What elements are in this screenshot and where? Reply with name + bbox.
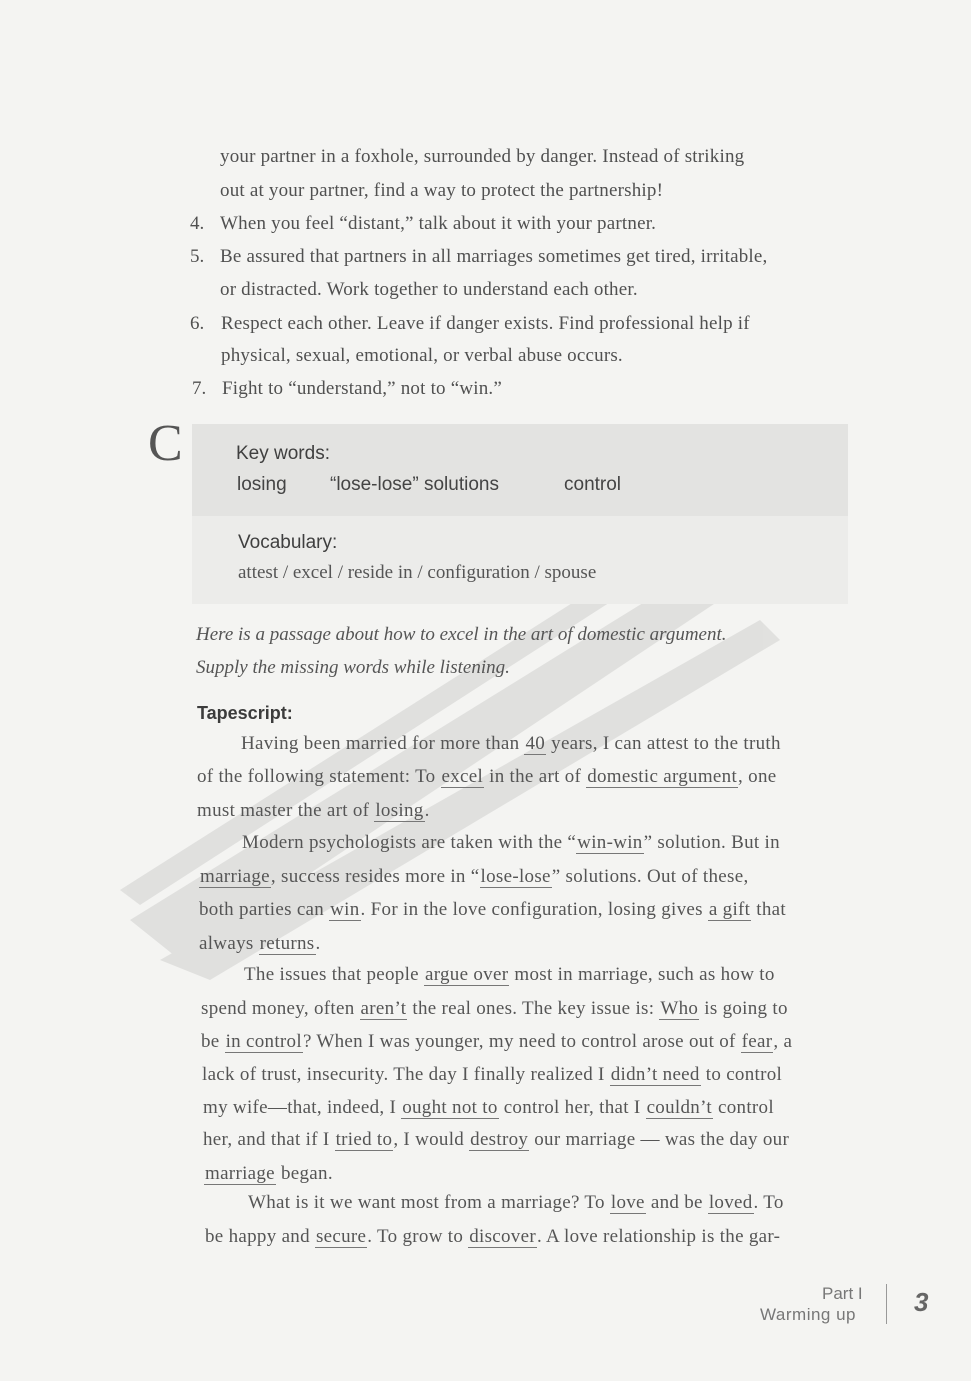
page-number: 3	[914, 1287, 929, 1317]
tapescript-text: the real ones. The key issue is:	[407, 998, 660, 1019]
tapescript-text: ? When I was younger, my need to control arose out of	[302, 1031, 741, 1052]
filled-blank: aren’t	[360, 998, 407, 1019]
footer-part: Part I	[822, 1284, 863, 1303]
tapescript-text: . For in the love configuration, losing gives	[360, 899, 708, 920]
key-word: losing	[237, 474, 287, 495]
list-item-7: Fight to “understand,” not to “win.”	[222, 378, 503, 399]
filled-blank: win	[330, 899, 360, 920]
filled-blank: fear	[741, 1031, 773, 1052]
filled-blank: a gift	[708, 899, 751, 920]
tapescript-text: control	[712, 1097, 774, 1118]
instruction-line2: Supply the missing words while listening.	[196, 657, 510, 678]
tapescript-line	[197, 800, 430, 822]
tapescript-text: , a	[773, 1031, 793, 1052]
vocabulary-label: Vocabulary:	[238, 532, 338, 553]
filled-blank: love	[610, 1192, 645, 1213]
tapescript-text: .	[424, 800, 430, 821]
tapescript-text: Modern psychologists are taken with the “	[242, 832, 577, 853]
tapescript-text: spend money, often	[201, 998, 360, 1019]
filled-blank: Who	[660, 998, 699, 1019]
list-number: 7.	[192, 378, 207, 399]
filled-blank: marriage	[200, 866, 270, 887]
tapescript-line	[199, 933, 321, 955]
tapescript-text: Having been married for more than	[241, 733, 525, 754]
tapescript-line	[201, 1031, 792, 1053]
tapescript-text: control her, that I	[498, 1097, 646, 1118]
vocabulary-list: attest / excel / reside in / configuration / spouse	[238, 562, 597, 583]
key-word: control	[564, 474, 622, 495]
tapescript-text: . To	[753, 1192, 784, 1213]
list-item-4: When you feel “distant,” talk about it with your partner.	[220, 213, 657, 234]
tapescript-text: , one	[738, 766, 777, 787]
tapescript-text: that	[751, 899, 786, 920]
list-continuation-line1: your partner in a foxhole, surrounded by danger. Instead of striking	[220, 146, 745, 167]
tapescript-line	[205, 1226, 780, 1248]
tapescript-text: be	[201, 1031, 225, 1052]
key-word: “lose-lose” solutions	[330, 474, 499, 495]
tapescript-text: must master the art of	[197, 800, 375, 821]
list-item-5-line2: or distracted. Work together to understand each other.	[220, 279, 638, 300]
tapescript-line	[241, 733, 781, 755]
filled-blank: couldn’t	[646, 1097, 712, 1118]
tapescript-text: .	[315, 933, 321, 954]
tapescript-line	[201, 998, 788, 1020]
tapescript-line	[248, 1192, 784, 1214]
tapescript-text: . A love relationship is the gar-	[536, 1226, 781, 1247]
vocabulary-box	[192, 516, 848, 604]
list-number: 6.	[190, 313, 205, 334]
tapescript-text: years, I can attest to the truth	[546, 733, 781, 754]
tapescript-line	[199, 866, 749, 888]
filled-blank: loved	[708, 1192, 753, 1213]
key-words-label: Key words:	[236, 443, 330, 464]
filled-blank: 40	[525, 733, 546, 754]
tapescript-line	[199, 899, 786, 921]
filled-blank: argue over	[424, 964, 509, 985]
filled-blank: marriage	[205, 1163, 275, 1184]
list-item-6-line1: Respect each other. Leave if danger exists. Find professional help if	[221, 313, 750, 334]
tapescript-line	[203, 1129, 789, 1151]
tapescript-text: of the following statement: To	[197, 766, 441, 787]
filled-blank: lose-lose	[480, 866, 551, 887]
tapescript-text: be happy and	[205, 1226, 315, 1247]
tapescript-line	[197, 766, 776, 788]
section-letter: C	[148, 415, 183, 472]
instruction-line1: Here is a passage about how to excel in the art of domestic argument.	[196, 624, 727, 645]
tapescript-text: ” solution. But in	[643, 832, 780, 853]
tapescript-line	[204, 1163, 333, 1185]
filled-blank: destroy	[470, 1129, 529, 1150]
tapescript-text: lack of trust, insecurity. The day I finally realized I	[202, 1064, 610, 1085]
filled-blank: losing	[375, 800, 424, 821]
tapescript-text: our marriage — was the day our	[529, 1129, 790, 1150]
tapescript-text: What is it we want most from a marriage? To	[248, 1192, 610, 1213]
tapescript-text: in the art of	[484, 766, 587, 787]
tapescript-text: ” solutions. Out of these,	[551, 866, 749, 887]
filled-blank: tried to	[335, 1129, 393, 1150]
tapescript-line	[203, 1097, 774, 1119]
footer-section: Warming up	[760, 1305, 857, 1324]
tapescript-text: , success resides more in “	[270, 866, 480, 887]
tapescript-line	[242, 832, 780, 854]
tapescript-line	[244, 964, 775, 986]
footer-divider	[886, 1284, 887, 1324]
list-continuation-line2: out at your partner, find a way to protect the partnership!	[220, 180, 664, 201]
filled-blank: returns	[259, 933, 315, 954]
tapescript-text: always	[199, 933, 259, 954]
tapescript-text: is going to	[699, 998, 788, 1019]
filled-blank: domestic argument	[587, 766, 738, 787]
tapescript-label: Tapescript:	[197, 703, 293, 723]
tapescript-text: , I would	[393, 1129, 470, 1150]
tapescript-text: both parties can	[199, 899, 330, 920]
filled-blank: in control	[225, 1031, 302, 1052]
list-number: 5.	[190, 246, 205, 267]
tapescript-text: most in marriage, such as how to	[509, 964, 775, 985]
tapescript-text: The issues that people	[244, 964, 424, 985]
filled-blank: didn’t need	[610, 1064, 700, 1085]
filled-blank: secure	[315, 1226, 367, 1247]
list-item-5-line1: Be assured that partners in all marriages sometimes get tired, irritable,	[220, 246, 768, 267]
list-number: 4.	[190, 213, 205, 234]
tapescript-text: my wife—that, indeed, I	[203, 1097, 402, 1118]
tapescript-text: to control	[700, 1064, 783, 1085]
filled-blank: excel	[441, 766, 484, 787]
tapescript-text: her, and that if I	[203, 1129, 335, 1150]
key-words-box	[192, 424, 848, 516]
filled-blank: discover	[469, 1226, 536, 1247]
tapescript-text: began.	[275, 1163, 333, 1184]
tapescript-text: and be	[645, 1192, 708, 1213]
tapescript-text: . To grow to	[367, 1226, 469, 1247]
filled-blank: win-win	[577, 832, 643, 853]
list-item-6-line2: physical, sexual, emotional, or verbal abuse occurs.	[221, 345, 623, 366]
filled-blank: ought not to	[402, 1097, 498, 1118]
tapescript-line	[202, 1064, 782, 1086]
